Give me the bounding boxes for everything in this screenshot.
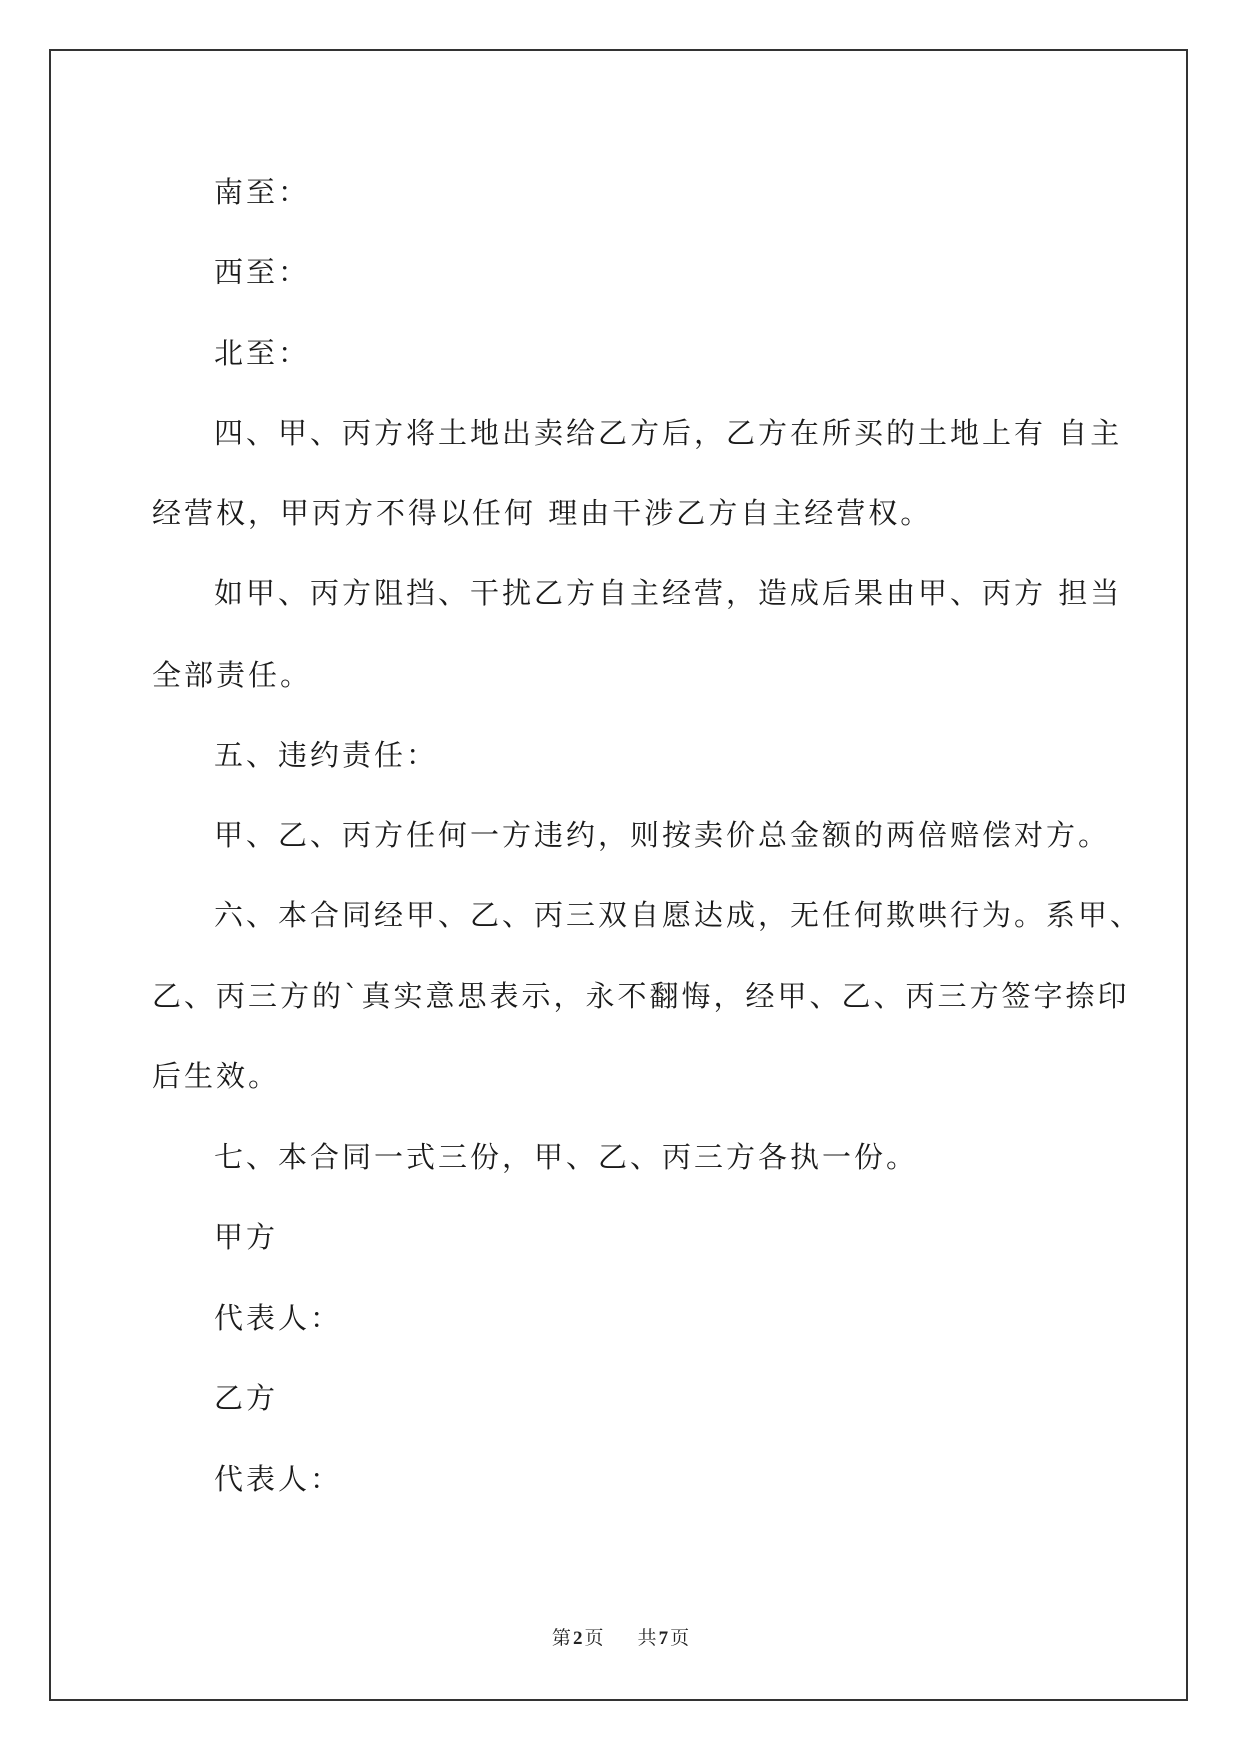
text-line: 乙、丙三方的`真实意思表示，永不翻悔，经甲、乙、丙三方签字捺印 [152, 979, 1130, 1013]
text-line: 代表人： [214, 1462, 343, 1496]
text-line: 甲、乙、丙方任何一方违约，则按卖价总金额的两倍赔偿对方。 [214, 818, 1111, 852]
text-line: 西至： [214, 255, 311, 289]
page-footer [0, 1626, 1241, 1651]
total-pages-indicator: 共 7 页 [637, 1627, 690, 1649]
text-line: 四、甲、丙方将土地出卖给乙方后，乙方在所买的土地上有 自主 [214, 416, 1123, 450]
page-frame [49, 49, 1188, 1701]
text-line: 代表人： [214, 1301, 343, 1335]
text-line: 经营权，甲丙方不得以任何 理由干涉乙方自主经营权。 [152, 496, 933, 530]
text-line: 甲方 [214, 1220, 279, 1254]
text-line: 北至： [214, 336, 311, 370]
text-line: 后生效。 [152, 1059, 281, 1093]
total-pages: 7 [658, 1628, 669, 1649]
text-line: 乙方 [214, 1381, 279, 1415]
text-line: 七、本合同一式三份，甲、乙、丙三方各执一份。 [214, 1140, 919, 1174]
page-indicator: 第 2 页 [551, 1627, 604, 1649]
text-line: 五、违约责任： [214, 738, 439, 772]
text-line: 全部责任。 [152, 658, 313, 692]
text-line: 如甲、丙方阻挡、干扰乙方自主经营，造成后果由甲、丙方 担当 [214, 576, 1123, 610]
text-line: 六、本合同经甲、乙、丙三双自愿达成，无任何欺哄行为。系甲、 [214, 898, 1143, 932]
page-number: 2 [572, 1628, 583, 1649]
text-line: 南至： [214, 175, 311, 209]
